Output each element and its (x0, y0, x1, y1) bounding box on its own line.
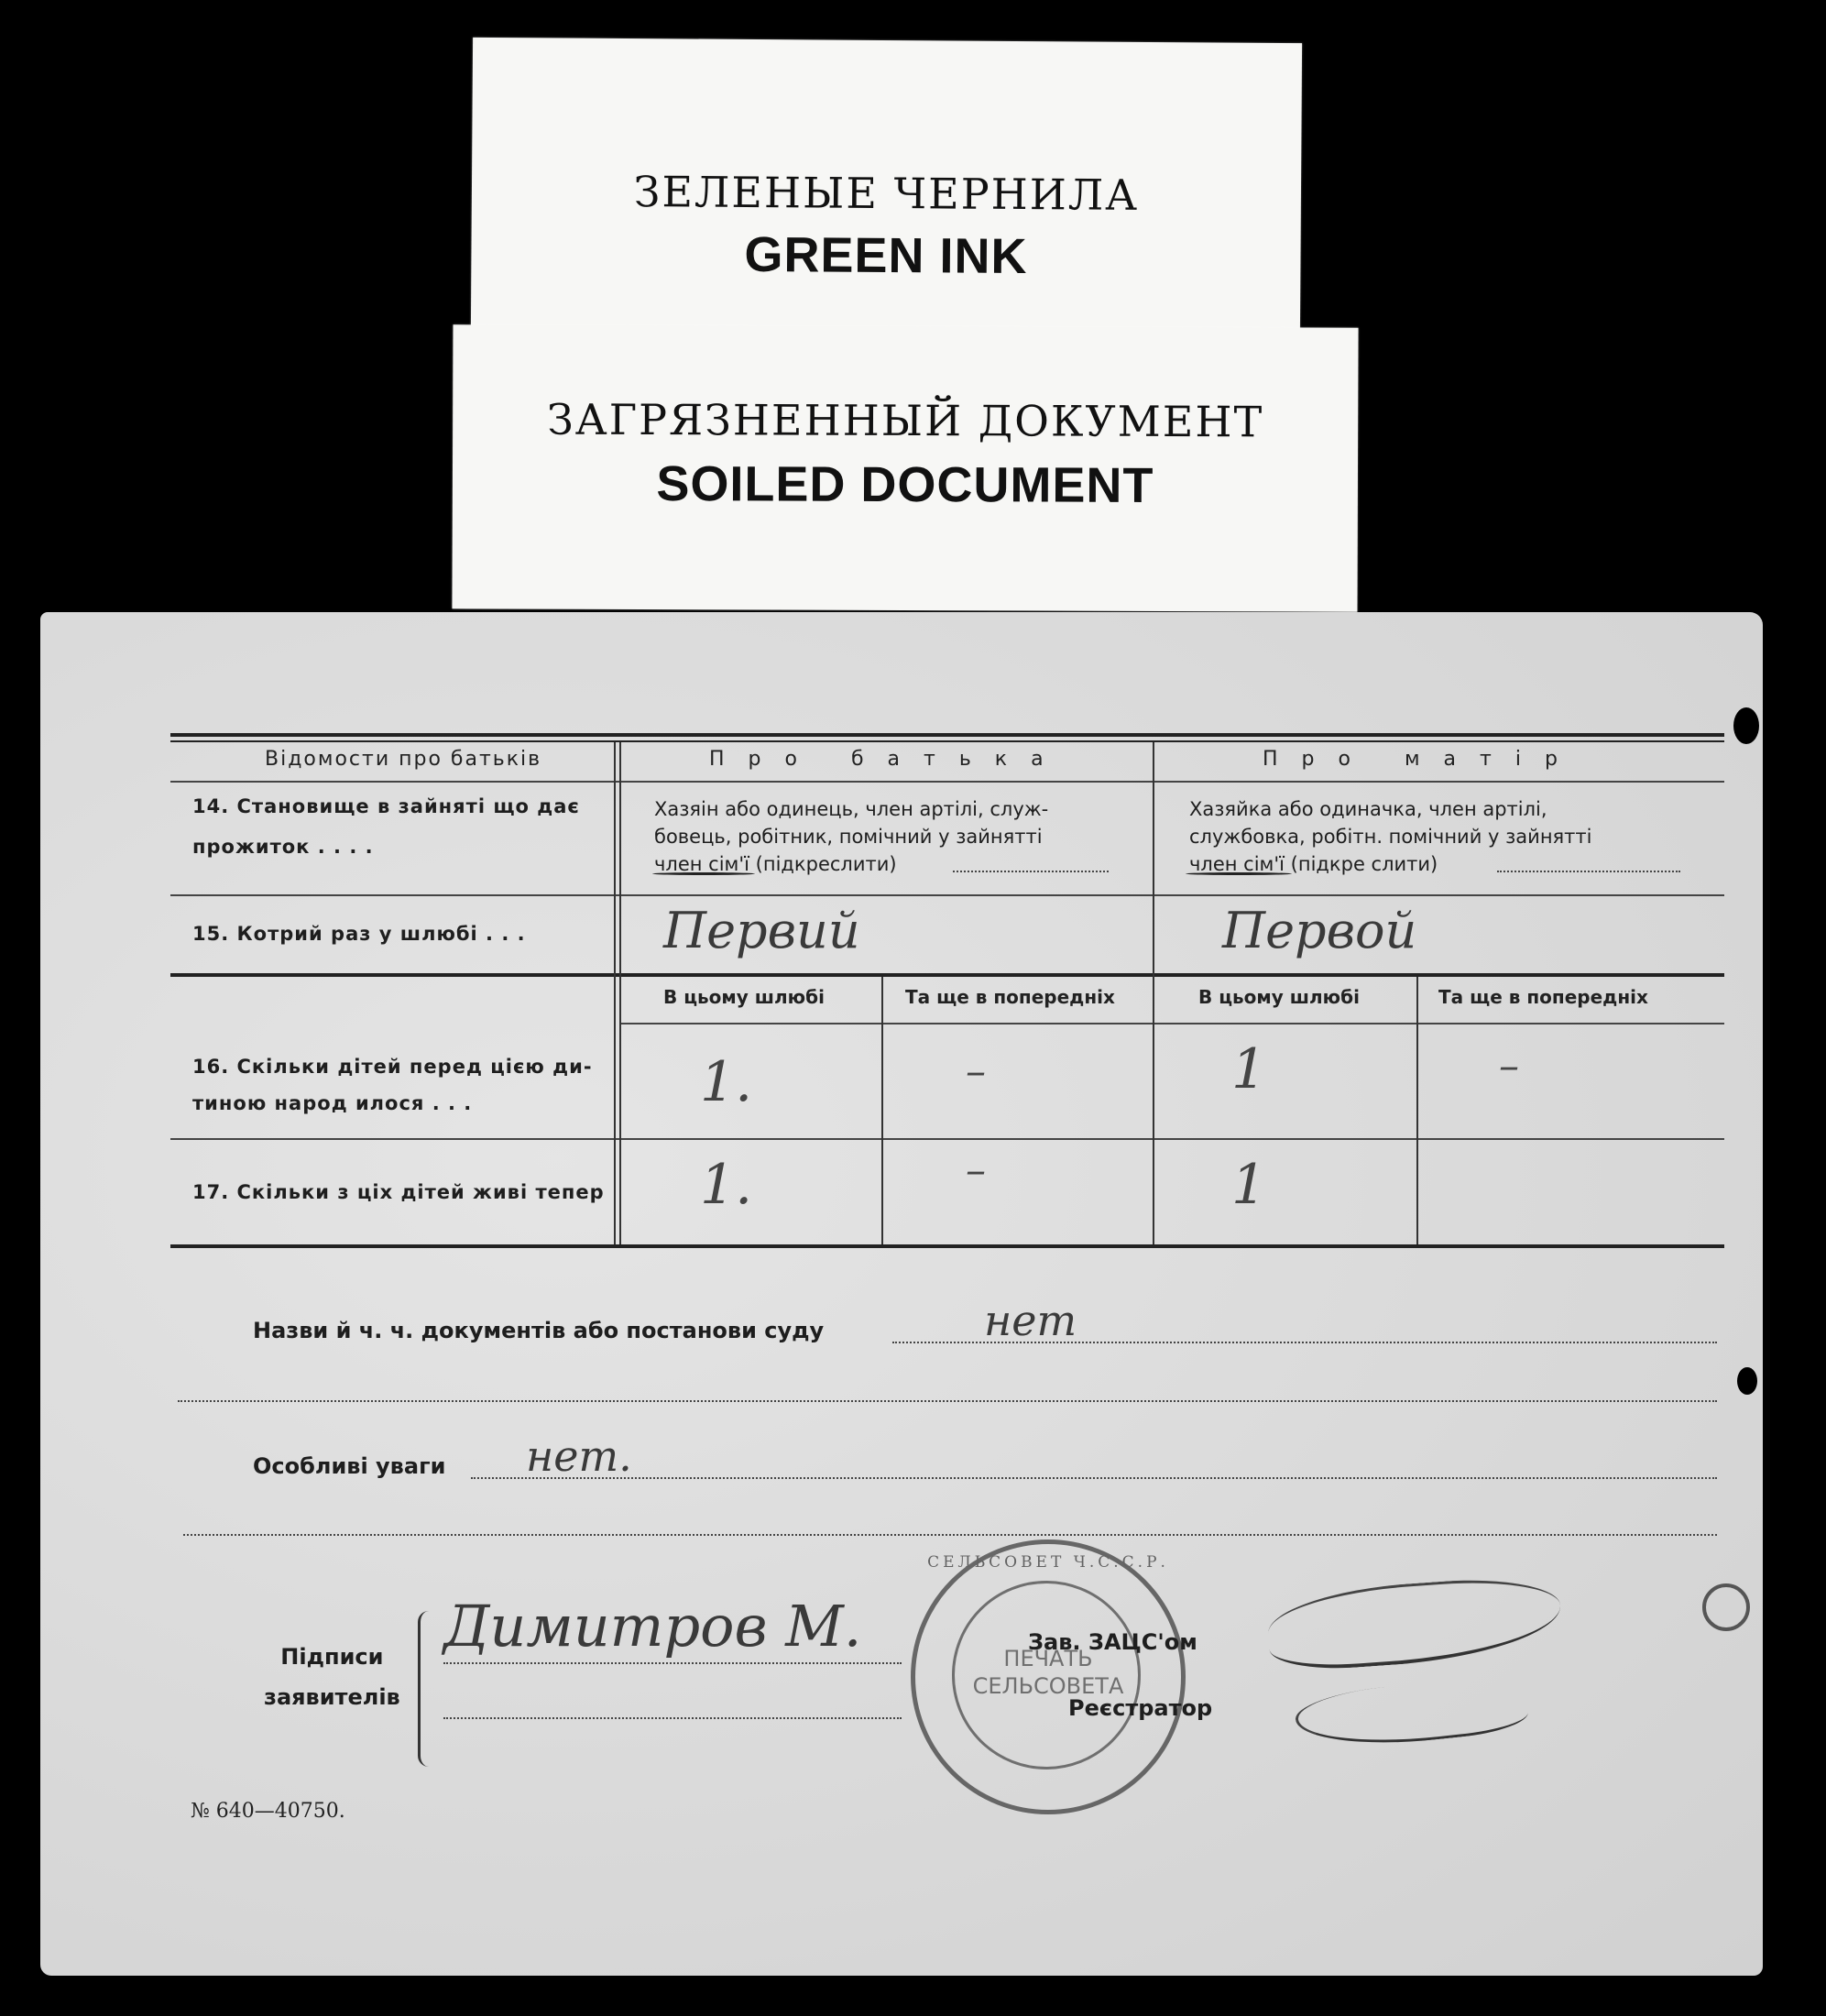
row16-label-line2: тиною народ илося . . . (192, 1092, 473, 1114)
col-divider-1 (614, 742, 616, 1244)
signatures-label-line1: Підписи (280, 1644, 384, 1670)
row15-father-value: Первий (663, 902, 860, 959)
row14-father-line2: бовець, робітник, помічний у зайнятті (654, 826, 1043, 848)
row14-father-line3: член сім'ї (підкреслити) (654, 853, 897, 875)
row14-label (192, 786, 580, 867)
notes-value: нет. (526, 1431, 632, 1481)
row17-mother-this: 1 (1231, 1153, 1267, 1217)
row17-father-prev: – (966, 1147, 986, 1194)
row16-label (192, 1048, 593, 1122)
stamp-ring-text: СЕЛЬСОВЕТ Ч.С.С.Р. (927, 1553, 1169, 1572)
col-divider-1b (619, 742, 621, 1244)
punch-hole-top (1733, 707, 1759, 744)
row14-mother-line3: член сім'ї (підкре слити) (1189, 853, 1438, 875)
stamp-center-line1: ПЕЧАТЬ (1003, 1646, 1093, 1671)
row15-mother-value: Первой (1222, 902, 1417, 959)
row15-bottom-rule (170, 973, 1724, 977)
col-divider-father-sub (881, 977, 883, 1244)
stamp-center-line2: СЕЛЬСОВЕТА (972, 1673, 1124, 1699)
row16-mother-this: 1 (1231, 1037, 1267, 1101)
signatures-brace (418, 1611, 433, 1767)
signatures-label (264, 1637, 400, 1717)
row14-father-line1: Хазяін або одинець, член артілі, служ- (654, 798, 1049, 820)
documents-dotline-1 (892, 1342, 1717, 1343)
table-top-rule (170, 733, 1724, 737)
subheader-mother-this: В цьому шлюбі (1198, 986, 1360, 1008)
header-mother: Про матір (1263, 748, 1581, 771)
form-number: № 640—40750. (191, 1800, 345, 1823)
documents-dotline-2 (178, 1400, 1717, 1402)
row14-label-line1: 14. Становище в зайняті що дає (192, 795, 580, 817)
registrar-signature (1293, 1672, 1529, 1754)
row14-mother-line2: службовка, робітн. помічний у зайнятті (1189, 826, 1592, 848)
row16-father-this: 1. (700, 1050, 753, 1114)
head-of-registry-label: Зав. ЗАЦС'ом (1028, 1629, 1197, 1655)
row14-label-line2: прожиток . . . . (192, 836, 374, 858)
green-ink-ru: ЗЕЛЕНЫЕ ЧЕРНИЛА (633, 167, 1140, 220)
applicant-dotline-1 (443, 1662, 902, 1664)
soiled-en: SOILED DOCUMENT (656, 456, 1154, 513)
notes-dotline-1 (471, 1477, 1717, 1479)
subheader-father-this: В цьому шлюбі (663, 986, 825, 1008)
notes-label: Особливі уваги (253, 1453, 446, 1479)
row14-father-dotline (953, 871, 1109, 872)
signatures-label-line2: заявителів (264, 1684, 400, 1710)
documents-label: Назви й ч. ч. документів або постанови суду (253, 1318, 825, 1343)
row16-mother-prev: – (1499, 1043, 1519, 1090)
notes-dotline-2 (183, 1534, 1717, 1536)
row16-bottom-rule (170, 1138, 1724, 1140)
header-bottom-rule (170, 781, 1724, 783)
documents-value: нет (984, 1296, 1077, 1345)
header-father: Про батька (709, 748, 1067, 771)
applicant-dotline-2 (443, 1717, 902, 1719)
row14-mother-underline (1186, 872, 1292, 875)
soiled-document-card (452, 324, 1358, 611)
row17-father-this: 1. (700, 1153, 753, 1217)
subheader-mother-prev: Та ще в попередніх (1438, 986, 1648, 1008)
row14-mother-dotline (1497, 871, 1680, 872)
official-stamp (911, 1539, 1186, 1814)
table-top-rule-thin (170, 740, 1724, 742)
applicant-signature: Димитров М. (443, 1593, 862, 1660)
row16-label-line1: 16. Скільки дітей перед цією ди- (192, 1056, 593, 1078)
green-ink-card (471, 38, 1302, 336)
header-parents-info: Відомости про батьків (265, 748, 542, 771)
col-divider-2 (1153, 742, 1154, 1244)
row14-father-underline (652, 872, 755, 875)
registration-form-page (40, 612, 1763, 1976)
row16-father-prev: – (966, 1048, 986, 1095)
row15-label: 15. Котрий раз у шлюбі . . . (192, 923, 526, 945)
registrar-label: Реєстратор (1068, 1695, 1213, 1721)
row14-mother-options (1189, 795, 1591, 878)
row17-label: 17. Скільки з ціх дітей живі тепер (192, 1181, 605, 1203)
row14-bottom-rule (170, 894, 1724, 896)
punch-hole-ring (1702, 1583, 1750, 1631)
row14-father-options (654, 795, 1048, 878)
soiled-ru: ЗАГРЯЗНЕННЫЙ ДОКУМЕНТ (547, 394, 1264, 447)
col-divider-mother-sub (1416, 977, 1418, 1244)
row14-mother-line1: Хазяйка або одиначка, член артілі, (1189, 798, 1547, 820)
green-ink-en: GREEN INK (744, 226, 1028, 285)
subheader-bottom-rule (619, 1023, 1724, 1024)
punch-hole-middle (1737, 1367, 1757, 1395)
head-signature (1265, 1573, 1563, 1673)
table-bottom-rule (170, 1244, 1724, 1248)
subheader-father-prev: Та ще в попередніх (905, 986, 1115, 1008)
